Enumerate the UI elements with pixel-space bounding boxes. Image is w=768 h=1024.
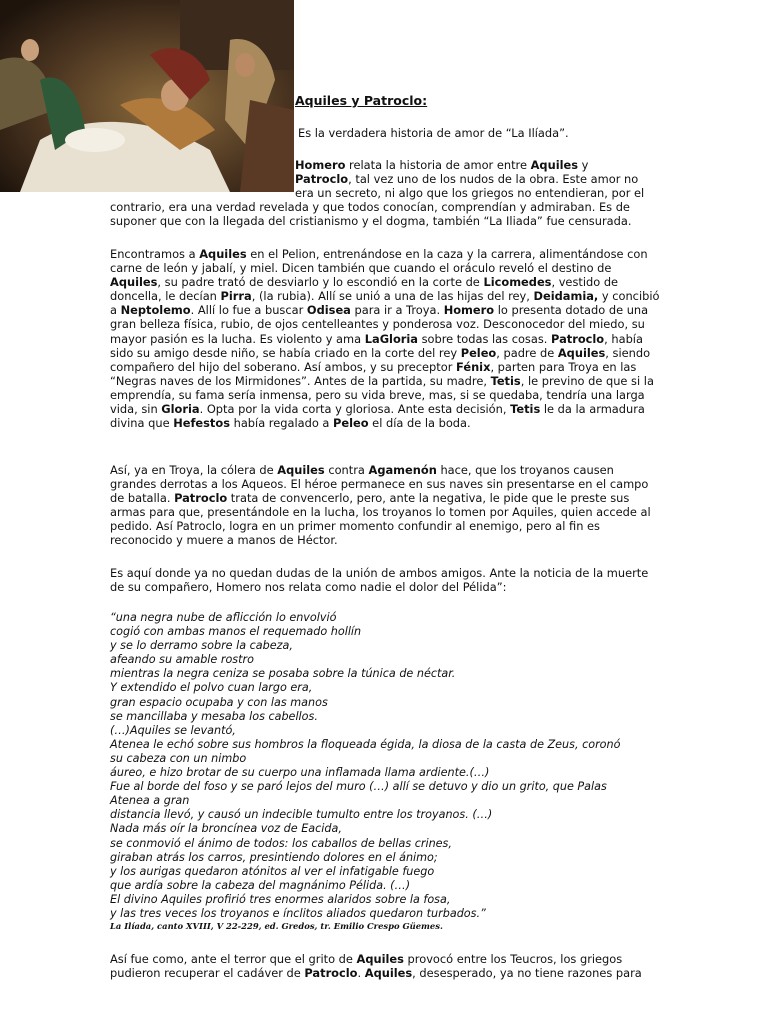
bold-name: Aquiles [110, 275, 158, 290]
bold-name: Gloria [161, 402, 200, 417]
poem-line: mientras la negra ceniza se posaba sobre la túnica de néctar. [110, 667, 456, 681]
poem-line: y las tres veces los troyanos e ínclitos aliados quedaron turbados.” [110, 906, 486, 920]
text-run: , padre de [496, 345, 558, 360]
text-run: , había sido su amigo desde niño, se había criado en la corte del rey [110, 331, 643, 360]
text-run: lo presenta dotado de una gran belleza física, rubio, de ojos centelleantes y ponderosa voz. Desconocedor del miedo, su mayor pasión es la lucha. Es violento y ama [110, 303, 649, 346]
text-run: , (la rubia). Allí se unió a una de las hijas del rey, [251, 289, 534, 304]
bold-name: LaGloria [364, 331, 418, 346]
poem-line: Atenea a gran [110, 794, 190, 808]
text-run: hace, que los troyanos causen grandes derrotas a los Aqueos. El héroe permanece en sus naves sin presentarse en el campo de batalla. [110, 463, 649, 506]
bold-name: Deidamia, [533, 289, 599, 304]
poem-line: áureo, e hizo brotar de su cuerpo una inflamada llama ardiente.(…) [110, 766, 490, 780]
poem-line: (…)Aquiles se levantó, [110, 723, 236, 737]
text-run: y concibió a [110, 289, 660, 318]
text-run: en el Pelion, entrenándose en la caza y la carrera, alimentándose con carne de león y jabalí, y miel. Dicen también que cuando el oráculo reveló el destino de [110, 247, 648, 276]
poem-line: Atenea le echó sobre sus hombros la floqueada égida, la diosa de la casta de Zeus, coronó [110, 737, 621, 751]
poem-line: El divino Aquiles profirió tres enormes alaridos sobre la fosa, [110, 892, 451, 906]
bold-name: Aquiles [277, 463, 325, 477]
text-run: para ir a Troya. [350, 303, 444, 318]
text-run: trata de convencerlo, pero, ante la negativa, le pide que le preste sus armas para que, presentándole en la lucha, los troyanos lo tomen por Aquiles, quien accede al pedido. Así Patroclo, logra en un primer momento confundir al enemigo, pero al fin es reconocido y muere a manos de Héctor. [110, 491, 651, 548]
bold-name: Patroclo [551, 331, 605, 346]
bold-name: Agamenón [368, 463, 437, 477]
p1-rest: contrario, era una verdad revelada y que todos conocían, comprendían y admiraban. Es de suponer que con la llegada del cristianismo y el dogma, también “La Iliada” fue censurada. [110, 200, 632, 228]
bold-name: Odisea [306, 303, 351, 318]
text-run: , le previno de que si la emprendía, su fama sería inmensa, pero su vida breve, mas, si se quedaba, tendría una larga vida, sin [110, 373, 654, 417]
poem-line: afeando su amable rostro [110, 653, 254, 667]
poem-line: y se lo derramo sobre la cabeza, [110, 639, 293, 653]
text-run: , siendo compañero del hijo del soberano. Así ambos, y su preceptor [110, 345, 651, 374]
text-run: sobre todas las cosas. [417, 331, 552, 346]
poem-line: distancia llevó, y causó un indecible tumulto entre los troyanos. (…) [110, 808, 493, 822]
bold-name: Tetis [510, 402, 541, 417]
paragraph-3 [110, 463, 662, 548]
bold-name: Neptolemo [120, 303, 191, 318]
bold-name: Patroclo [174, 491, 228, 506]
text-run: Así fue como, ante el terror que el grito de [110, 952, 357, 966]
intro-line: Es la verdadera historia de amor de “La Ilíada”. [298, 126, 569, 140]
p1-line-3: era un secreto, ni algo que los griegos no entendieran, por el [295, 186, 645, 200]
text-run: , su padre trató de desviarlo y lo escondió en la corte de [157, 275, 484, 290]
paragraph-1 [110, 158, 660, 228]
bold-name: Pirra [220, 289, 252, 304]
text-run: Así, ya en Troya, la cólera de [110, 463, 278, 477]
poem-line: Fue al borde del foso y se paró lejos del muro (…) allí se detuvo y dio un grito, que Palas [110, 780, 607, 794]
poem-line: que ardía sobre la cabeza del magnánimo Pélida. (…) [110, 878, 411, 892]
text-run: . Allí lo fue a buscar [190, 303, 307, 318]
bold-name: Patroclo [304, 966, 358, 981]
text-run: . Opta por la vida corta y gloriosa. Ante esta decisión, [199, 402, 511, 417]
poem-line: y los aurigas quedaron atónitos al ver el infatigable fuego [110, 864, 435, 878]
text-run: le da la armadura divina que [110, 402, 645, 431]
poem-line: gran espacio ocupaba y con las manos [110, 695, 328, 709]
bold-name: Licomedes [483, 275, 552, 290]
poem-line: “una negra nube de aflicción lo envolvió [110, 611, 337, 624]
paragraph-4: Es aquí donde ya no quedan dudas de la unión de ambos amigos. Ante la noticia de la muerte de su compañero, Homero nos relata como nadie el dolor del Pélida”: [110, 566, 649, 595]
text-run: el día de la boda. [368, 416, 471, 431]
text-run: contra [324, 463, 369, 477]
poem-line: giraban atrás los carros, presintiendo dolores en el ánimo; [110, 850, 438, 864]
text-run: había regalado a [229, 416, 334, 431]
poem-line: Nada más oír la broncínea voz de Eacida, [110, 822, 342, 836]
text-run: provocó entre los Teucros, los griegos pudieron recuperar el cadáver de [110, 952, 623, 981]
bold-name: Peleo [460, 345, 497, 360]
text-run: , vestido de doncella, le decían [110, 275, 619, 304]
poem-quote [110, 611, 670, 921]
bold-name: Aquiles [199, 247, 247, 261]
text-run: , desesperado, ya no tiene razones para [412, 966, 642, 981]
bold-name: Homero [443, 303, 495, 318]
poem-line: Y extendido el polvo cuan largo era, [110, 681, 313, 695]
bold-name: Hefestos [173, 416, 230, 431]
page-title: Aquiles y Patroclo: [295, 93, 428, 108]
paragraph-5 [110, 952, 662, 980]
text-run: , parten para Troya en las “Negras naves de los Mirmidones”. Antes de la partida, su madre, [110, 359, 637, 388]
bold-name: Aquiles [356, 952, 404, 966]
poem-line: se conmovió el ánimo de todos: los caballos de bellas crines, [110, 836, 452, 850]
bold-name: Peleo [333, 416, 369, 431]
poem-line: su cabeza con un nimbo [110, 751, 247, 765]
bold-name: Tetis [490, 373, 521, 388]
bold-name: Fénix [456, 359, 491, 374]
poem-line: se mancillaba y mesaba los cabellos. [110, 709, 318, 723]
p1-line-2: Patroclo, tal vez uno de los nudos de la obra. Este amor no [295, 172, 639, 186]
p1-line-1: Homero relata la historia de amor entre Aquiles y [295, 158, 589, 172]
citation: La Ilíada, canto XVIII, V 22-229, ed. Gredos, tr. Emilio Crespo Güemes. [110, 921, 443, 931]
paragraph-2 [110, 247, 662, 430]
poem-line: cogió con ambas manos el requemado hollín [110, 625, 362, 639]
text-run: . [357, 966, 365, 981]
bold-name: Aquiles [364, 966, 413, 981]
bold-name: Aquiles [557, 345, 606, 360]
text-run: Encontramos a [110, 247, 200, 261]
